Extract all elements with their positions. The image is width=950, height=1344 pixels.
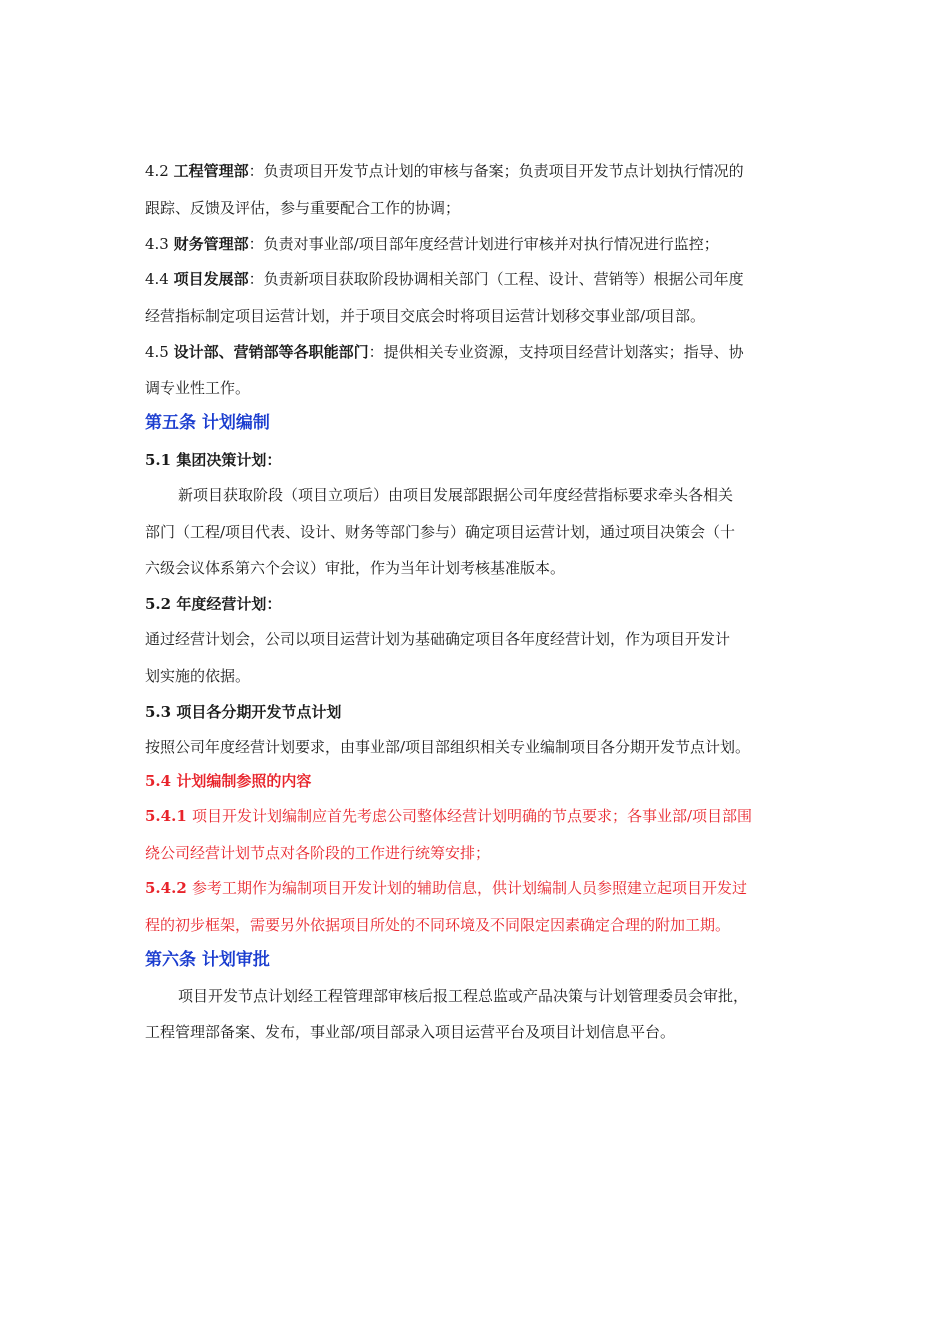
clause-4-2-line-1 <box>145 161 810 181</box>
clause-4-3-line-1 <box>145 234 810 254</box>
section-5-1-title: 5.1 集团决策计划： <box>145 451 282 469</box>
clause-number: 4.4 <box>145 270 174 288</box>
article-6-line-2: 工程管理部备案、发布，事业部/项目部录入项目运营平台及项目计划信息平台。 <box>145 1023 676 1041</box>
clause-label: 工程管理部 <box>173 162 249 180</box>
article-6-heading: 第六条 计划审批 <box>145 950 270 970</box>
clause-text: ：提供相关专业资源，支持项目经营计划落实；指导、协 <box>368 343 744 361</box>
clause-text: ：负责项目开发节点计划的审核与备案；负责项目开发节点计划执行情况的 <box>248 162 744 180</box>
section-5-1-line-2: 部门（工程/项目代表、设计、财务等部门参与）确定项目运营计划，通过项目决策会（十 <box>145 523 736 541</box>
clause-number: 4.2 <box>145 162 174 180</box>
section-5-3-title: 5.3 项目各分期开发节点计划 <box>145 703 342 721</box>
section-5-1-line-1: 新项目获取阶段（项目立项后）由项目发展部跟据公司年度经营指标要求牵头各相关 <box>178 486 734 504</box>
clause-number: 4.3 <box>145 235 174 253</box>
section-5-2-line-2: 划实施的依据。 <box>145 667 251 685</box>
section-5-4-2-line-1 <box>145 878 810 898</box>
clause-text: ：负责对事业部/项目部年度经营计划进行审核并对执行情况进行监控； <box>248 235 719 253</box>
clause-number: 5.4.1 <box>145 807 192 825</box>
section-5-4-2-line-2: 程的初步框架，需要另外依据项目所处的不同环境及不同限定因素确定合理的附加工期。 <box>145 916 731 934</box>
clause-4-2-line-2: 跟踪、反馈及评估，参与重要配合工作的协调； <box>145 199 461 217</box>
article-6-line-1: 项目开发节点计划经工程管理部审核后报工程总监或产品决策与计划管理委员会审批， <box>178 987 749 1005</box>
section-5-4-1-line-2: 绕公司经营计划节点对各阶段的工作进行统筹安排； <box>145 844 491 862</box>
clause-4-5-line-1 <box>145 342 810 362</box>
clause-text: 参考工期作为编制项目开发计划的辅助信息，供计划编制人员参照建立起项目开发过 <box>191 879 747 897</box>
article-5-heading: 第五条 计划编制 <box>145 413 270 433</box>
section-5-2-line-1: 通过经营计划会，公司以项目运营计划为基础确定项目各年度经营计划，作为项目开发计 <box>145 630 731 648</box>
clause-4-4-line-1 <box>145 269 810 289</box>
section-5-4-1-line-1 <box>145 806 810 826</box>
clause-text: ：负责新项目获取阶段协调相关部门（工程、设计、营销等）根据公司年度 <box>248 270 744 288</box>
clause-4-5-line-2: 调专业性工作。 <box>145 379 251 397</box>
clause-number: 4.5 <box>145 343 174 361</box>
clause-text: 项目开发计划编制应首先考虑公司整体经营计划明确的节点要求；各事业部/项目部围 <box>191 807 753 825</box>
clause-label: 项目发展部 <box>173 270 249 288</box>
section-5-2-title: 5.2 年度经营计划： <box>145 595 282 613</box>
section-5-3-line-1: 按照公司年度经营计划要求，由事业部/项目部组织相关专业编制项目各分期开发节点计划。 <box>145 738 751 756</box>
section-5-1-line-3: 六级会议体系第六个会议）审批，作为当年计划考核基准版本。 <box>145 559 566 577</box>
clause-label: 财务管理部 <box>173 235 249 253</box>
section-5-4-title: 5.4 计划编制参照的内容 <box>145 772 312 790</box>
clause-number: 5.4.2 <box>145 879 192 897</box>
clause-label: 设计部、营销部等各职能部门 <box>173 343 369 361</box>
clause-4-4-line-2: 经营指标制定项目运营计划，并于项目交底会时将项目运营计划移交事业部/项目部。 <box>145 307 706 325</box>
